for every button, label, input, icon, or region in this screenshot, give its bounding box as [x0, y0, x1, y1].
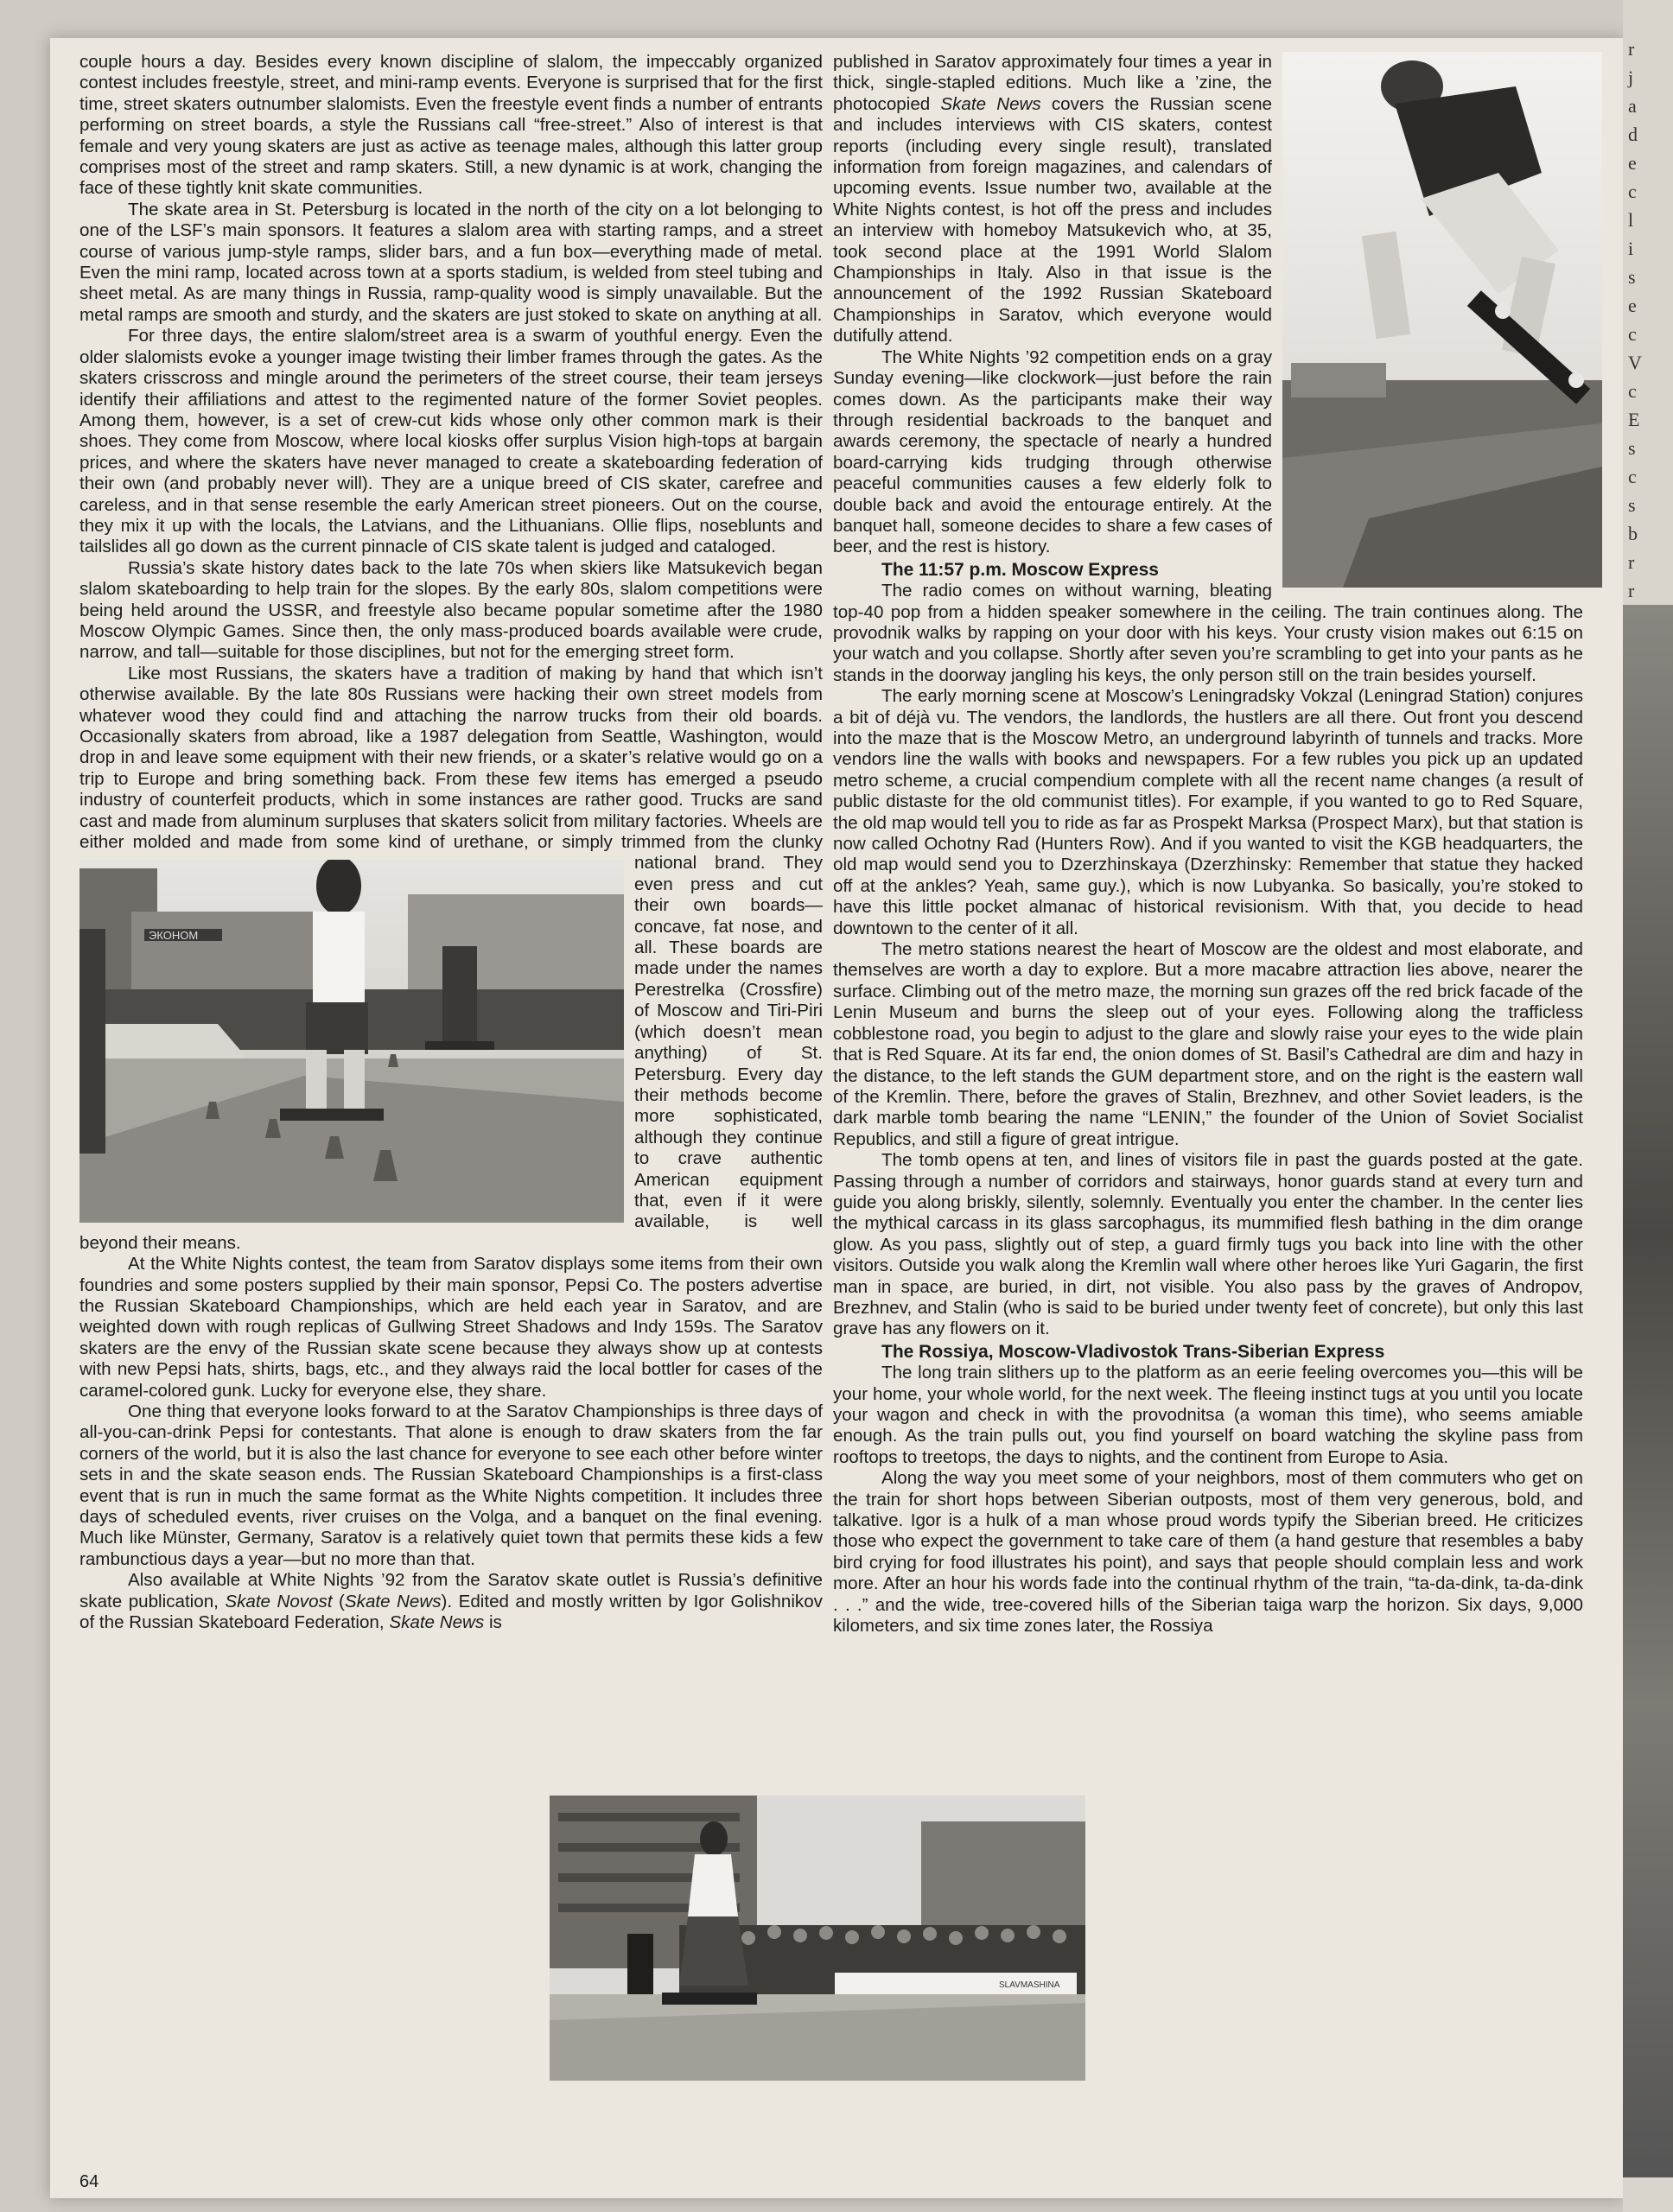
adjacent-page-letter: c	[1628, 181, 1637, 202]
paragraph: Russia’s skate history dates back to the late 70s when skiers like Matsukevich began slalom skateboarding to help train for the slopes. By the early 80s, slalom competitions were being held around the USSR, and freestyle also became popular sometime after the 1980 Moscow Olympic Games. Since then, the only mass-produced boards available were crude, narrow, and tall—suitable for those disciplines, but not for the emerging street form.	[80, 557, 823, 663]
left-text-column	[80, 52, 823, 1633]
ollie-photo	[1282, 52, 1602, 588]
paragraph: Also available at White Nights ’92 from the Saratov skate outlet is Russia’s definitive skate publication, Skate Novost (Skate News). Edited and mostly written by Igor Golishnikov of the Russian Skateboard Federation, Skate News is	[80, 1570, 823, 1633]
adjacent-page-letter: c	[1628, 380, 1637, 402]
paragraph: The metro stations nearest the heart of Moscow are the oldest and most elaborate, and themselves are worth a day to explore. But a more macabre attraction lies above, nearer the surface. Climbing out of the metro maze, the morning sun grazes off the red brick facade of the Lenin Museum and burns the sleep out of your eyes. Following along the trafficless cobblestone road, you begin to adjust to the glare and slowly raise your eyes to the wide plain that is Red Square. At its far end, the onion domes of St. Basil’s Cathedral are dim and hazy in the distance, to the left stands the GUM department store, and on the right is the eastern wall of the Kremlin. There, before the graves of Stalin, Brezhnev, and other Soviet leaders, is the dark marble tomb bearing the name “LENIN,” the founder of the Union of Soviet Socialist Republics, and still a figure of great intrigue.	[833, 939, 1583, 1149]
adjacent-page-letter: c	[1628, 466, 1637, 487]
ramp-crowd-photo	[550, 1796, 1085, 2081]
adjacent-page-letter: d	[1628, 124, 1638, 145]
adjacent-page-letter: E	[1628, 409, 1640, 430]
page-number: 64	[80, 2172, 99, 2191]
adjacent-page-photo	[1623, 605, 1673, 2177]
adjacent-page-letter: j	[1628, 67, 1634, 88]
adjacent-page-letter: a	[1628, 95, 1637, 117]
paragraph: For three days, the entire slalom/street area is a swarm of youthful energy. Even the older slalomists evoke a younger image twisting their limber frames through the gates. As the skaters crisscross and mingle around the perimeters of the street course, their team jerseys identify their affiliations and attest to the regimented nature of the former Soviet peoples. Among them, however, is a set of crew-cut kids whose only other common mark is their shoes. They come from Moscow, where local kiosks offer surplus Vision high-tops at bargain prices, and where the skaters have never managed to create a skateboarding federation of their own (and probably never will). They are a unique breed of CIS skater, carefree and careless, and in that sense resemble the early American street pioneers. Out on the course, they mix it up with the locals, the Latvians, and the Lithuanians. Ollie flips, noseblunts and tailslides all go down as the current pinnacle of CIS skate talent is judged and cataloged.	[80, 326, 823, 557]
ollie-photo-image	[1282, 52, 1602, 588]
adjacent-page-letter: s	[1628, 437, 1636, 459]
adjacent-page-letter: V	[1628, 352, 1642, 373]
paragraph: The tomb opens at ten, and lines of visitors file in past the guards posted at the gate. Passing through a number of corridors and stairways, honor guards stand at every turn and guide you along briskly, silently, solemnly. Eventually you enter the chamber. In the center lies the mythical carcass in its glass sarcophagus, its mummified flesh bathing in the dim orange glow. As you pass, slightly out of step, a guard firmly tugs you back into line with the other visitors. Outside you walk along the Kremlin wall where other heroes like Yuri Gagarin, the first man in space, are buried, in dirt, not visible. You also pass by the graves of Andropov, Brezhnev, and Stalin (who is said to be buried under twenty feet of concrete), but only this last grave has any flowers on it.	[833, 1150, 1583, 1339]
slalom-photo	[80, 860, 624, 1223]
adjacent-page-letter: b	[1628, 523, 1638, 544]
paragraph: At the White Nights contest, the team from Saratov displays some items from their own foundries and some posters supplied by their main sponsor, Pepsi Co. The posters advertise the Russian Skateboard Championships, which are held each year in Saratov, and are weighted down with rough replicas of Gullwing Street Shadows and Indy 159s. The Saratov skaters are the envy of the Russian skate scene because they always show up at contests with new Pepsi hats, shirts, bags, etc., and they always raid the local bottler for cases of the caramel-colored gunk. Lucky for everyone else, they share.	[80, 1254, 823, 1401]
adjacent-page-letter: s	[1628, 266, 1636, 288]
adjacent-page-edge	[1623, 0, 1673, 2212]
paragraph: couple hours a day. Besides every known discipline of slalom, the impeccably organized contest includes freestyle, street, and mini-ramp events. Everyone is surprised that for the first time, street skaters outnumber slalomists. Even the freestyle event finds a number of entrants performing on street boards, a style the Russians call “free-street.” Also of interest is that female and very young skaters are just as active as teenage males, although this latter group comprises most of the street and ramp skaters. Still, a new dynamic is at work, changing the face of these tightly knit skate communities.	[80, 52, 823, 199]
adjacent-page-letter: r	[1628, 580, 1635, 601]
adjacent-page-letter: r	[1628, 551, 1635, 573]
paragraph: Like most Russians, the skaters have a tradition of making by hand that which isn’t otherwise available. By the late 80s Russians were hacking their own street models from whatever wood they could find and attaching the narrow trucks from their old boards. Occasionally skaters from abroad, like a 1987 delegation from Seattle, Washington, would drop in and leave some equipment with their new friends, or a skater’s relative would go on a trip to Europe and bring something back. From these few items has emerged a pseudo industry of counterfeit products, which in some instances are rather good. Trucks are sand cast and made from aluminum surpluses that skaters solicit from military factories. Wheels are either molded and made from some kind of urethane, or simply trimmed from the clunky national brand. They even press and cut their own boards—concave, fat nose, and all. These boards are made under the names Perestrelka (Crossfire) of Moscow and Tiri-Piri (which doesn’t mean anything) of St. Petersburg. Every day their methods become more sophisticated, although they continue to crave authentic American equipment that, even if it were available, is well beyond their means.	[80, 663, 823, 1253]
adjacent-page-letter: s	[1628, 494, 1636, 516]
paragraph: The White Nights ’92 competition ends on a gray Sunday evening—like clockwork—just before the rain comes down. As the participants make their way through residential backroads to the banquet and awards ceremony, the spectacle of nearly a hundred board-carrying kids trudging through otherwise peaceful communities causes a few elderly folk to double back and avoid the entourage entirely. At the banquet hall, someone decides to share a few cases of beer, and the rest is history.	[833, 346, 1272, 557]
paragraph: The long train slithers up to the platform as an eerie feeling overcomes you—this will be your home, your whole world, for the next week. The fleeing instinct tugs at you until you locate your wagon and check in with the provodnitsa (a woman this time), who seems amiable enough. As the train pulls out, you find yourself on board watching the skyline pass from rooftops to treetops, the days to nights, and the continent from Europe to Asia.	[833, 1363, 1583, 1467]
paragraph: The skate area in St. Petersburg is located in the north of the city on a lot belonging to one of the LSF’s main sponsors. It features a slalom area with starting ramps, and a street course of various jump-style ramps, slider bars, and a fun box—everything made of metal. Even the mini ramp, located across town at a sports stadium, is welded from steel tubing and sheet metal. As are many things in Russia, ramp-quality wood is simply unavailable. But the metal ramps are smooth and sturdy, and the skaters are just stoked to skate on anything at all.	[80, 199, 823, 325]
adjacent-page-letters	[1628, 35, 1670, 690]
adjacent-page-letter: e	[1628, 152, 1637, 174]
paragraph: Along the way you meet some of your neighbors, most of them commuters who get on the train for short hops between Siberian outposts, most of them very generous, bold, and talkative. Igor is a hulk of a man whose proud words typify the Siberian breed. He criticizes those who expect the government to take care of them (a hand gesture that resembles a baby bird crying for food illustrates his point), and says that people should complain less and work more. After an hour his words fade into the continual rhythm of the train, “ta-da-dink, ta-da-dink . . .” and the wide, tree-covered hills of the Siberian taiga warp the horizon. Six days, 9,000 kilometers, and six time zones later, the Rossiya	[833, 1468, 1583, 1637]
right-text-column	[833, 52, 1583, 1637]
paragraph: published in Saratov approximately four times a year in thick, single-stapled editions. Much like a ’zine, the photocopied Skate News covers the Russian scene and includes interviews with CIS skaters, contest reports (including every single result), translated information from foreign magazines, and calendars of upcoming events. Issue number two, available at the White Nights contest, is hot off the press and includes an interview with homeboy Matsukevich who, at 35, took second place at the 1991 World Slalom Championships in Italy. Also in that issue is the announcement of the 1992 Russian Skateboard Championships in Saratov, which everyone would dutifully attend.	[833, 52, 1272, 346]
adjacent-page-letter: l	[1628, 209, 1634, 231]
paragraph: One thing that everyone looks forward to at the Saratov Championships is three days of all-you-can-drink Pepsi for contestants. That alone is enough to draw skaters from the far corners of the world, but it is also the last chance for everyone to see each other before winter sets in and the skate season ends. The Russian Skateboard Championships is a first-class event that is run in much the same format as the White Nights competition. It includes three days of scheduled events, river cruises on the Volga, and a banquet on the final evening. Much like Münster, Germany, Saratov is a relatively quiet town that permits these kids a few rambunctious days a year—but no more than that.	[80, 1402, 823, 1569]
adjacent-page-letter: i	[1628, 238, 1634, 259]
adjacent-page-letter: c	[1628, 323, 1637, 345]
paragraph: The early morning scene at Moscow’s Leningradsky Vokzal (Leningrad Station) conjures a bit of déjà vu. The vendors, the landlords, the hustlers are all there. Out front you descend into the maze that is the Moscow Metro, an underground labyrinth of tunnels and tracks. More vendors line the walls with books and newspapers. For a few rubles you pick up an updated metro scheme, a crucial compendium complete with all the recent name changes (a result of public distaste for the old communist titles). For example, if you wanted to go to Red Square, the old map would tell you to ride as far as Prospekt Marksa (Prospect Marx), but that station is now called Ochotny Rad (Hunters Row). And if you wanted to visit the KGB headquarters, the old map would send you to Dzerzhinskaya (Dzerzhinsky: Remember that statue they hacked off at the ankles? Yeah, same guy.), which is now Lubyanka. So basically, you’re stoked to have this little pocket almanac of historical revisionism. With that, you decide to head downtown to the center of it all.	[833, 686, 1583, 938]
banner-text: SLAVMASHINA	[999, 1980, 1060, 1990]
section-heading: The Rossiya, Moscow-Vladivostok Trans-Siberian Express	[881, 1341, 1385, 1362]
slalom-photo-image	[80, 860, 624, 1223]
section-heading: The 11:57 p.m. Moscow Express	[881, 559, 1159, 580]
adjacent-page-letter: r	[1628, 38, 1635, 60]
ramp-crowd-photo-image	[550, 1796, 1085, 2081]
paragraph: The radio comes on without warning, bleating top-40 pop from a hidden speaker somewhere in the ceiling. The train continues along. The provodnik walks by rapping on your door with his keys. Your crusty vision makes out 6:15 on your watch and you collapse. Shortly after seven you’re scrambling to get into your pants as he stands in the doorway jangling his keys, the only person still on the train besides yourself.	[833, 581, 1583, 685]
building-sign: ЭКОНОМ	[149, 929, 199, 943]
adjacent-page-letter: e	[1628, 295, 1637, 316]
